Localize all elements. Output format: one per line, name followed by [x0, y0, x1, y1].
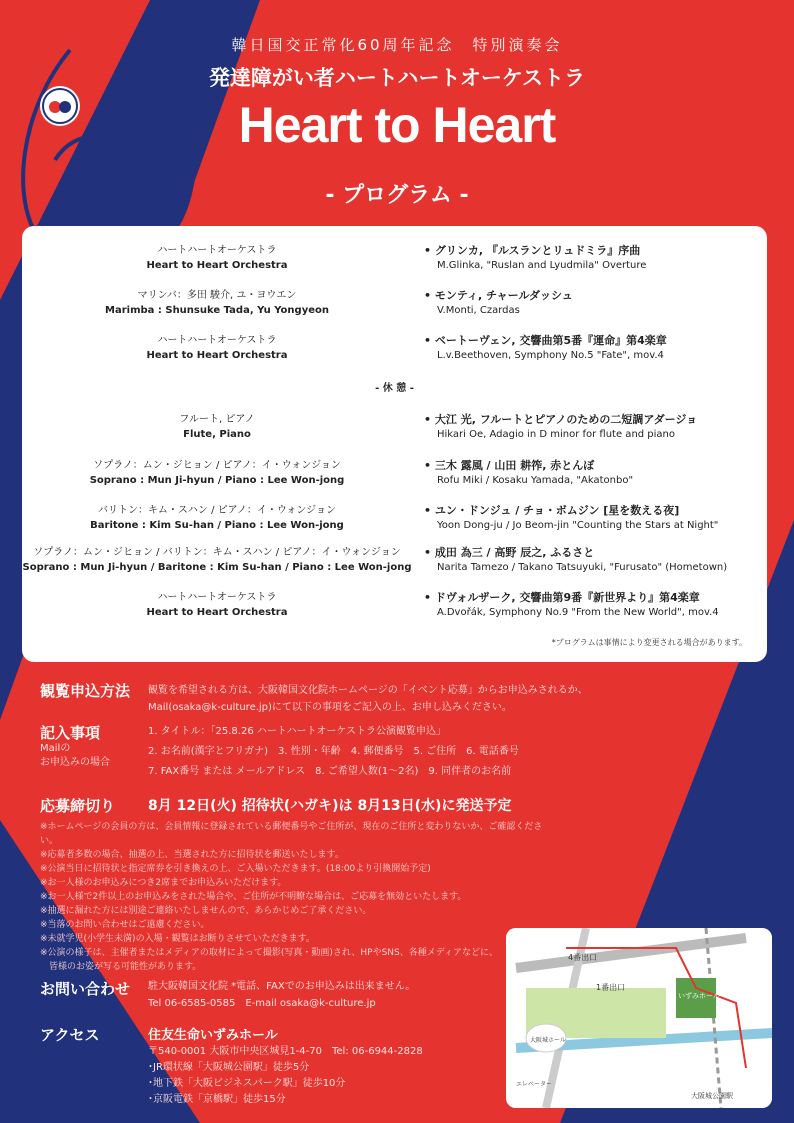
- orchestra-name: 発達障がい者ハートハートオーケストラ: [208, 66, 586, 90]
- entry-label: 記入事項: [40, 724, 101, 742]
- note-item: ※ホームページの会員の方は、会員情報に登録されている郵便番号やご住所が、現在のご住所と変わりないか、ご確認ください。: [40, 822, 543, 846]
- work-en: Yoon Dong-ju / Jo Beom-jin "Counting the Stars at Night": [437, 520, 719, 531]
- work-jp: • 大江 光, フルートとピアノのための二短調アダージョ: [424, 412, 764, 427]
- map-label: 1番出口: [596, 983, 626, 992]
- performer-en: Baritone : Kim Su-han / Piano : Lee Won-jong: [90, 520, 344, 531]
- work-en: L.v.Beethoven, Symphony No.5 "Fate", mov.4: [437, 350, 664, 361]
- work-jp: • グリンカ, 『ルスランとリュドミラ』序曲: [424, 243, 764, 258]
- apply-text: [148, 682, 588, 716]
- performer-jp: ソプラノ：ムン・ジヒョン / ピアノ：イ・ウォンジョン: [93, 460, 341, 471]
- map-label: 大阪城公園駅: [691, 1092, 733, 1100]
- note-item: ※未就学児(小学生未満)の入場・観覧はお断りさせていただきます。: [40, 934, 315, 944]
- entry-sublabel-line: Mailの: [40, 743, 71, 754]
- performer-jp: マリンバ：多田 駿介, ユ・ヨウエン: [137, 290, 297, 301]
- note-item: ※抽選に漏れた方には別途ご連絡いたしませんので、あらかじめご了承ください。: [40, 906, 372, 916]
- program-row: [22, 458, 767, 498]
- venue-address: 〒540-0001 大阪市中央区城見1-4-70 Tel: 06-6944-2828: [148, 1046, 423, 1057]
- map-label: 4番出口: [568, 953, 598, 962]
- performer-en: Marimba : Shunsuke Tada, Yu Yongyeon: [105, 305, 329, 316]
- work-jp: • 成田 為三 / 高野 辰之, ふるさと: [424, 545, 764, 560]
- program-row: [22, 412, 767, 452]
- program-card: [22, 226, 767, 662]
- contact-line: Tel 06-6585-0585 E-mail osaka@k-culture.jp: [148, 998, 376, 1009]
- work-jp: • ユン・ドンジュ / チョ・ボムジン [星を数える夜]: [424, 503, 764, 518]
- access-route: ･JR環状線「大阪城公園駅」徒歩5分: [148, 1062, 310, 1073]
- work-en: A.Dvořák, Symphony No.9 "From the New World", mov.4: [437, 607, 719, 618]
- performer-jp: ソプラノ：ムン・ジヒョン / バリトン：キム・スハン / ピアノ：イ・ウォンジョン: [33, 547, 401, 558]
- performer-jp: ハートハートオーケストラ: [157, 335, 277, 346]
- performer-en: Heart to Heart Orchestra: [146, 607, 288, 618]
- program-change-note: *プログラムは事情により変更される場合があります。: [551, 638, 747, 647]
- program-row: [22, 590, 767, 630]
- access-route: ･地下鉄「大阪ビジネスパーク駅」徒歩10分: [148, 1078, 346, 1089]
- access-route: ･京阪電鉄「京橋駅」徒歩15分: [148, 1094, 286, 1105]
- program-row: [22, 288, 767, 328]
- note-item: ※公演の様子は、主催者またはメディアの取材によって撮影(写真・動画)され、HPやSNS、各種メディアなどに、: [40, 948, 499, 958]
- map-label: 大阪城ホール: [530, 1037, 566, 1044]
- program-row: [22, 545, 767, 585]
- contact-label: お問い合わせ: [40, 980, 131, 998]
- access-map: [506, 928, 772, 1108]
- work-en: Narita Tamezo / Takano Tatsuyuki, "Furusato" (Hometown): [437, 562, 728, 573]
- work-en: Hikari Oe, Adagio in D minor for flute and piano: [437, 429, 676, 440]
- contact-line: 駐大阪韓国文化院 *電話、FAXでのお申込みは出来ません。: [148, 981, 416, 992]
- apply-text-line: 観覧を希望される方は、大阪韓国文化院ホームページの「イベント応募」からお申込みされるか、: [148, 685, 588, 696]
- note-item: ※お一人様で2件以上のお申込みをされた場合や、ご住所が不明瞭な場合は、ご応募を無効といたします。: [40, 892, 467, 902]
- performer-en: Flute, Piano: [183, 429, 251, 440]
- performer-jp: フルート, ピアノ: [179, 414, 255, 425]
- access-label: アクセス: [40, 1026, 100, 1044]
- performer-jp: ハートハートオーケストラ: [157, 245, 277, 256]
- deadline-text: 8月 12日(火) 招待状(ハガキ)は 8月13日(水)に発送予定: [148, 798, 512, 814]
- note-item: ※応募者多数の場合、抽選の上、当選された方に招待状を郵送いたします。: [40, 850, 344, 860]
- performer-en: Soprano : Mun Ji-hyun / Piano : Lee Won-jong: [89, 475, 345, 486]
- performer-en: Heart to Heart Orchestra: [146, 350, 288, 361]
- work-en: M.Glinka, "Ruslan and Lyudmila" Overture: [437, 260, 647, 271]
- page-title: Heart to Heart: [238, 97, 556, 153]
- work-en: V.Monti, Czardas: [437, 305, 520, 316]
- note-item: ※お一人様のお申込みにつき2席までお申込みいただけます。: [40, 878, 287, 888]
- note-item: ※当落のお問い合わせはご遠慮ください。: [40, 920, 210, 930]
- notes-list: [40, 820, 560, 974]
- entry-sublabel-line: お申込みの場合: [40, 757, 110, 768]
- work-jp: • 三木 露風 / 山田 耕筰, 赤とんぼ: [424, 458, 764, 473]
- performer-jp: バリトン：キム・スハン / ピアノ：イ・ウォンジョン: [98, 505, 336, 516]
- entry-sublabel: [40, 742, 110, 770]
- program-heading: - プログラム -: [325, 183, 469, 208]
- access-info: [148, 1044, 423, 1108]
- entry-items: [148, 722, 519, 782]
- performer-jp: ハートハートオーケストラ: [157, 592, 277, 603]
- program-row: [22, 333, 767, 373]
- entry-item: 1. タイトル：「25.8.26 ハートハートオーケストラ公演観覧申込」: [148, 726, 446, 737]
- map-label: いずみホール: [678, 992, 720, 1000]
- program-row: [22, 243, 767, 283]
- entry-item: 2. お名前(漢字とフリガナ) 3. 性別・年齢 4. 郵便番号 5. ご住所 6. 電話番号: [148, 746, 519, 757]
- venue-name: 住友生命いずみホール: [148, 1028, 278, 1043]
- program-row: [22, 503, 767, 543]
- map-label: エレベーター: [516, 1081, 553, 1088]
- apply-text-line: Mail(osaka@k-culture.jp)にて以下の事項をご記入の上、お申し込みください。: [148, 702, 512, 713]
- performer-en: Heart to Heart Orchestra: [146, 260, 288, 271]
- note-item: 皆様のお姿が写る可能性があります。: [40, 962, 202, 972]
- contact-info: [148, 978, 415, 1012]
- performer-en: Soprano : Mun Ji-hyun / Baritone : Kim Su-han / Piano : Lee Won-jong: [22, 562, 412, 573]
- event-subtitle: 韓日国交正常化60周年記念 特別演奏会: [231, 36, 563, 54]
- entry-item: 7. FAX番号 または メールアドレス 8. ご希望人数(1〜2名) 9. 同伴者のお名前: [148, 766, 512, 777]
- work-jp: • モンティ, チャールダッシュ: [424, 288, 764, 303]
- note-item: ※公演当日に招待状と指定席券を引き換えの上、ご入場いただきます。(18:00より引換開始予定): [40, 864, 431, 874]
- deadline-label: 応募締切り: [40, 797, 116, 815]
- work-jp: • ドヴォルザーク, 交響曲第9番『新世界より』第4楽章: [424, 590, 764, 605]
- work-en: Rofu Miki / Kosaku Yamada, "Akatonbo": [437, 475, 634, 486]
- apply-label: 観覧申込方法: [40, 682, 131, 700]
- work-jp: • ベートーヴェン, 交響曲第5番『運命』第4楽章: [424, 333, 764, 348]
- intermission-label: - 休 憩 -: [375, 383, 414, 394]
